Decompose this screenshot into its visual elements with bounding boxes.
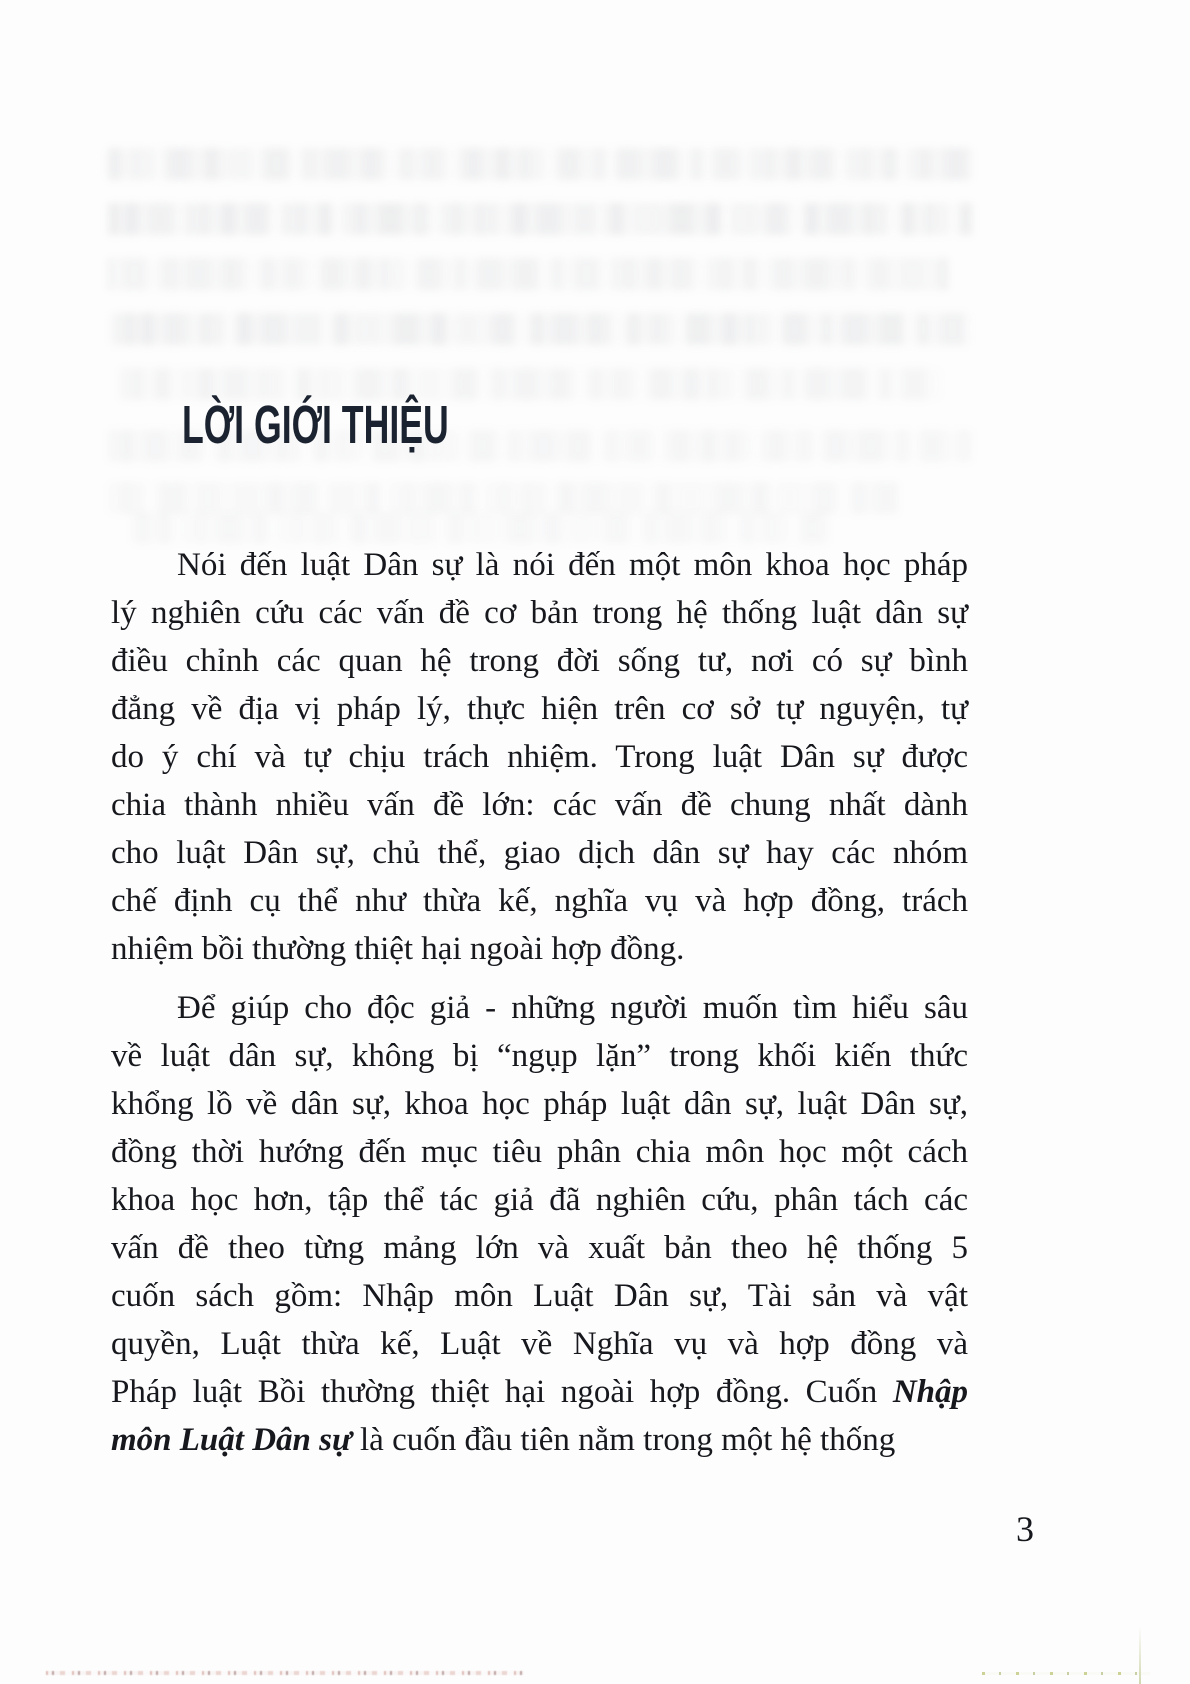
text-line	[111, 541, 968, 589]
page-number: 3	[1016, 1509, 1034, 1549]
text-run: Pháp luật Bồi thường thiệt hại ngoài hợp đồng. Cuốn	[111, 1374, 893, 1410]
text-line	[111, 1368, 968, 1416]
bleedthrough-row	[130, 512, 830, 544]
text-run: đồng thời hướng đến mục tiêu phân chia môn học một cách	[111, 1134, 968, 1170]
bleedthrough-row	[108, 482, 898, 514]
body-text	[111, 541, 968, 1464]
scan-artifact-green-line	[1139, 1626, 1141, 1684]
bleedthrough-row	[108, 313, 972, 345]
text-run: về luật dân sự, không bị “ngụp lặn” trong khối kiến thức	[111, 1038, 968, 1074]
text-run: lý nghiên cứu các vấn đề cơ bản trong hệ thống luật dân sự	[111, 595, 968, 631]
scan-artifact-red-dotted-line	[46, 1671, 524, 1675]
text-run: vấn đề theo từng mảng lớn và xuất bản theo hệ thống 5	[111, 1230, 968, 1266]
text-run: đẳng về địa vị pháp lý, thực hiện trên cơ sở tự nguyện, tự	[111, 691, 968, 727]
text-run: là cuốn đầu tiên nằm trong một hệ thống	[351, 1422, 896, 1458]
text-run: Nói đến luật Dân sự là nói đến một môn khoa học pháp	[177, 547, 968, 583]
text-line	[111, 1128, 968, 1176]
bleedthrough-row	[108, 203, 972, 235]
page-title: LỜI GIỚI THIỆU	[182, 395, 449, 455]
text-run: nhiệm bồi thường thiệt hại ngoài hợp đồng.	[111, 931, 685, 967]
text-run: điều chỉnh các quan hệ trong đời sống tư, nơi có sự bình	[111, 643, 968, 679]
text-line	[111, 589, 968, 637]
text-line	[111, 781, 968, 829]
text-line	[111, 877, 968, 925]
book-title-emphasis: môn Luật Dân sự	[111, 1422, 352, 1458]
text-line	[111, 925, 968, 973]
text-run: chế định cụ thể như thừa kế, nghĩa vụ và hợp đồng, trách	[111, 883, 968, 919]
text-line	[111, 1032, 968, 1080]
text-line	[111, 637, 968, 685]
text-line	[111, 1272, 968, 1320]
text-run: quyền, Luật thừa kế, Luật về Nghĩa vụ và hợp đồng và	[111, 1326, 968, 1362]
bleedthrough-row	[108, 258, 948, 290]
text-line	[111, 685, 968, 733]
scan-artifact-green-marks	[982, 1672, 1150, 1675]
text-line	[111, 1320, 968, 1368]
bleedthrough-row	[108, 148, 972, 180]
text-run: do ý chí và tự chịu trách nhiệm. Trong luật Dân sự được	[111, 739, 968, 775]
text-line	[111, 1224, 968, 1272]
text-run: chia thành nhiều vấn đề lớn: các vấn đề chung nhất dành	[111, 787, 968, 823]
text-line	[111, 1416, 968, 1464]
book-title-emphasis: Nhập	[892, 1374, 968, 1410]
text-run: Để giúp cho độc giả - những người muốn tìm hiểu sâu	[177, 990, 968, 1026]
text-line	[111, 1176, 968, 1224]
text-run: khổng lồ về dân sự, khoa học pháp luật dân sự, luật Dân sự,	[111, 1086, 968, 1122]
text-line	[111, 1080, 968, 1128]
text-run: cho luật Dân sự, chủ thể, giao dịch dân sự hay các nhóm	[111, 835, 968, 871]
text-line	[111, 733, 968, 781]
text-run: cuốn sách gồm: Nhập môn Luật Dân sự, Tài sản và vật	[111, 1278, 968, 1314]
paragraph	[111, 984, 968, 1464]
text-line	[111, 984, 968, 1032]
text-line	[111, 829, 968, 877]
paragraph	[111, 541, 968, 973]
text-run: khoa học hơn, tập thể tác giả đã nghiên cứu, phân tách các	[111, 1182, 968, 1218]
